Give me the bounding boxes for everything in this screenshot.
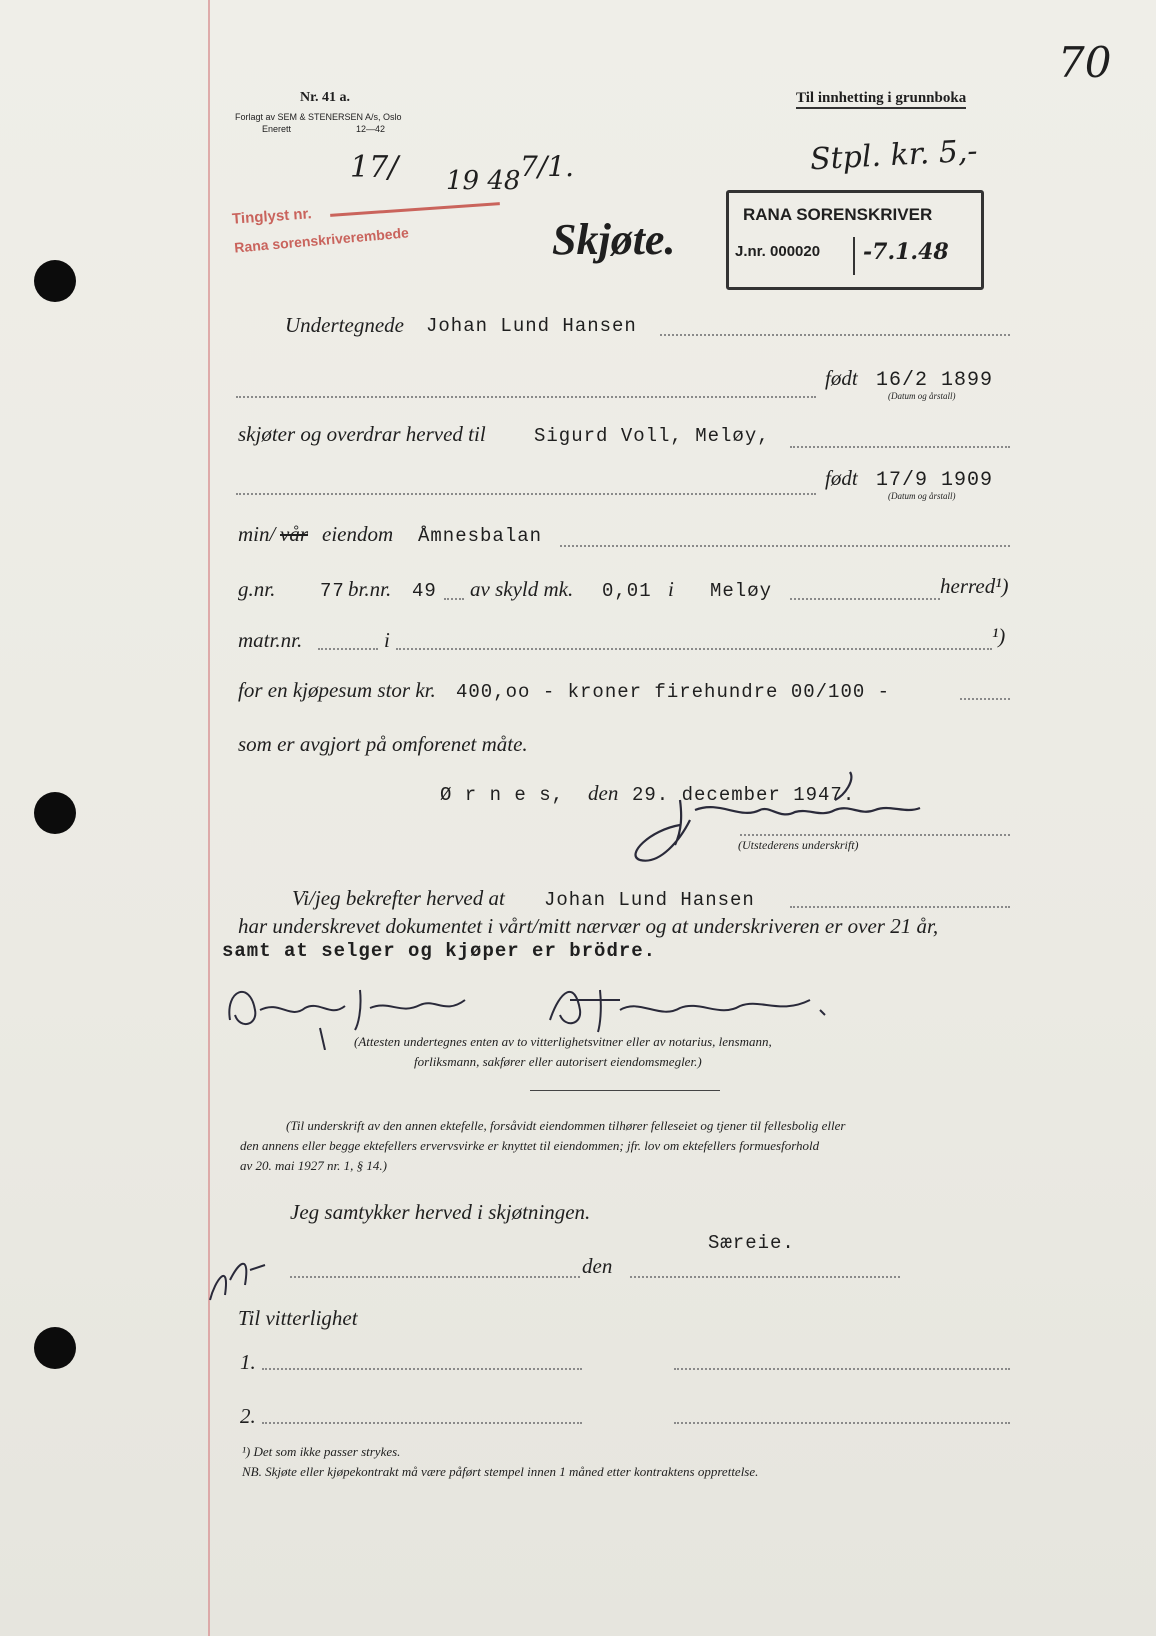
punch-hole: [34, 260, 76, 302]
buyer: Sigurd Voll, Meløy,: [534, 425, 770, 447]
registry-office: RANA SORENSKRIVER: [743, 205, 933, 224]
punch-hole: [34, 1327, 76, 1369]
witness-2-line-2: [674, 1422, 1010, 1424]
witness-1-line: [262, 1368, 582, 1370]
publisher-line: Forlagt av SEM & STENERSEN A/s, Oslo: [235, 112, 402, 122]
saereie-note: Særeie.: [708, 1232, 795, 1254]
punch-hole: [34, 792, 76, 834]
seller-name: Johan Lund Hansen: [426, 315, 637, 337]
stamp-year: 19 48: [446, 166, 521, 196]
matr-i: i: [384, 628, 390, 652]
witness-intro: Vi/jeg bekrefter herved at: [292, 886, 505, 910]
dotted-line: [236, 396, 816, 398]
issuer-signature-hint: (Utstederens underskrift): [738, 838, 859, 852]
fodt-label: født: [825, 366, 858, 390]
dotted-line: [290, 1276, 580, 1278]
document-title: Skjøte.: [552, 215, 676, 264]
stamp-date: 7/1.: [520, 150, 574, 183]
publisher-enerett: Enerett: [262, 124, 292, 134]
dotted-line: [444, 598, 464, 600]
stamp-divider: [853, 237, 855, 275]
registry-stamp: [726, 190, 984, 290]
registration-heading: Til innhetting i grunnboka: [796, 90, 966, 109]
nb-note: NB. Skjøte eller kjøpekontrakt må være påført stempel innen 1 måned etter kontraktens opprettelse.: [242, 1464, 759, 1479]
gnr-value: 77: [320, 580, 345, 602]
property-label-min: min/: [238, 522, 276, 546]
dotted-line: [740, 834, 1010, 836]
witness-1-line-2: [674, 1368, 1010, 1370]
stamp-duty-note: Stpl. kr. 5,-: [809, 133, 979, 178]
dotted-line: [960, 698, 1010, 700]
initials-mark: [205, 1250, 275, 1310]
witness-note-1: (Attesten undertegnes enten av to vitterlighetsvitner eller av notarius, lensmann,: [354, 1034, 772, 1049]
price-label: for en kjøpesum stor kr.: [238, 678, 436, 702]
fodt-label-2: født: [825, 466, 858, 490]
den-label-2: den: [582, 1254, 613, 1278]
property-name: Åmnesbalan: [418, 525, 543, 547]
witness-2-line: [262, 1422, 582, 1424]
settled-text: som er avgjort på omforenet måte.: [238, 732, 528, 756]
bnr-label: br.nr.: [348, 577, 392, 601]
red-stamp-rule: [330, 202, 500, 217]
issuer-signature: [620, 770, 960, 880]
date-hint: (Datum og årstall): [888, 391, 956, 401]
deed-date: 29. december 1947.: [632, 784, 856, 806]
undertegnede-label: Undertegnede: [285, 313, 404, 337]
til-vitterlighet: Til vitterlighet: [238, 1306, 358, 1330]
brothers-note: samt at selger og kjøper er brödre.: [222, 940, 657, 962]
separator: [530, 1090, 720, 1091]
spouse-note-3: av 20. mai 1927 nr. 1, § 14.): [240, 1158, 387, 1173]
spouse-note-1: (Til underskrift av den annen ektefelle, forsåvidt eiendommen tilhører felleseiet og tjener til fellesbolig eller: [286, 1118, 846, 1133]
property-label-eiendom: eiendom: [322, 522, 394, 546]
spouse-note-2: den annens eller begge ektefellers ervervsvirke er knyttet til eiendommen; jfr. lov om ektefellers formuesforhold: [240, 1138, 820, 1153]
dotted-line: [790, 446, 1010, 448]
municipality: Meløy: [710, 580, 773, 602]
date-hint-2: (Datum og årstall): [888, 491, 956, 501]
stamp-number: 17/: [350, 150, 399, 185]
dotted-line: [790, 906, 1010, 908]
dotted-line: [236, 493, 816, 495]
witness-1-label: 1.: [240, 1350, 256, 1374]
dotted-line: [660, 334, 1010, 336]
seller-birth: 16/2 1899: [876, 369, 994, 392]
page-number: 70: [1058, 38, 1112, 87]
dotted-line: [396, 648, 992, 650]
herred-label: herred¹): [940, 574, 1009, 598]
dotted-line: [560, 545, 1010, 547]
dotted-line: [790, 598, 940, 600]
price: 400,oo - kroner firehundre 00/100 -: [456, 681, 891, 703]
consent-text: Jeg samtykker herved i skjøtningen.: [290, 1200, 591, 1224]
i-label: i: [668, 577, 674, 601]
publisher-code: 12—42: [356, 124, 386, 134]
transfer-label: skjøter og overdrar herved til: [238, 422, 486, 446]
journal-number: J.nr. 000020: [735, 243, 821, 260]
matr-footnote-ref: ¹): [992, 624, 1006, 648]
place: Ø r n e s,: [440, 784, 565, 806]
witness-subject: Johan Lund Hansen: [544, 889, 755, 911]
skyld-label: av skyld mk.: [470, 577, 574, 601]
bnr-value: 49: [412, 580, 437, 602]
buyer-birth: 17/9 1909: [876, 469, 994, 492]
registry-date: -7.1.48: [863, 239, 949, 265]
witness-2-label: 2.: [240, 1404, 256, 1428]
red-stamp-line: Tinglyst nr.: [231, 205, 313, 228]
gnr-label: g.nr.: [238, 577, 276, 601]
matr-label: matr.nr.: [238, 628, 303, 652]
witness-note-2: forliksmann, sakfører eller autorisert eiendomsmegler.): [414, 1054, 702, 1069]
margin-line: [208, 0, 210, 1636]
footnote: ¹) Det som ikke passer strykes.: [242, 1444, 401, 1459]
skyld-value: 0,01: [602, 580, 652, 602]
witness-text: har underskrevet dokumentet i vårt/mitt nærvær og at underskriveren er over 21 år,: [238, 914, 939, 938]
property-label-struck: vår: [280, 522, 308, 546]
dotted-line: [318, 648, 378, 650]
form-number: Nr. 41 a.: [300, 90, 351, 105]
dotted-line: [630, 1276, 900, 1278]
red-stamp-office: Rana sorenskriverembede: [233, 224, 410, 256]
den-label: den: [588, 781, 619, 805]
